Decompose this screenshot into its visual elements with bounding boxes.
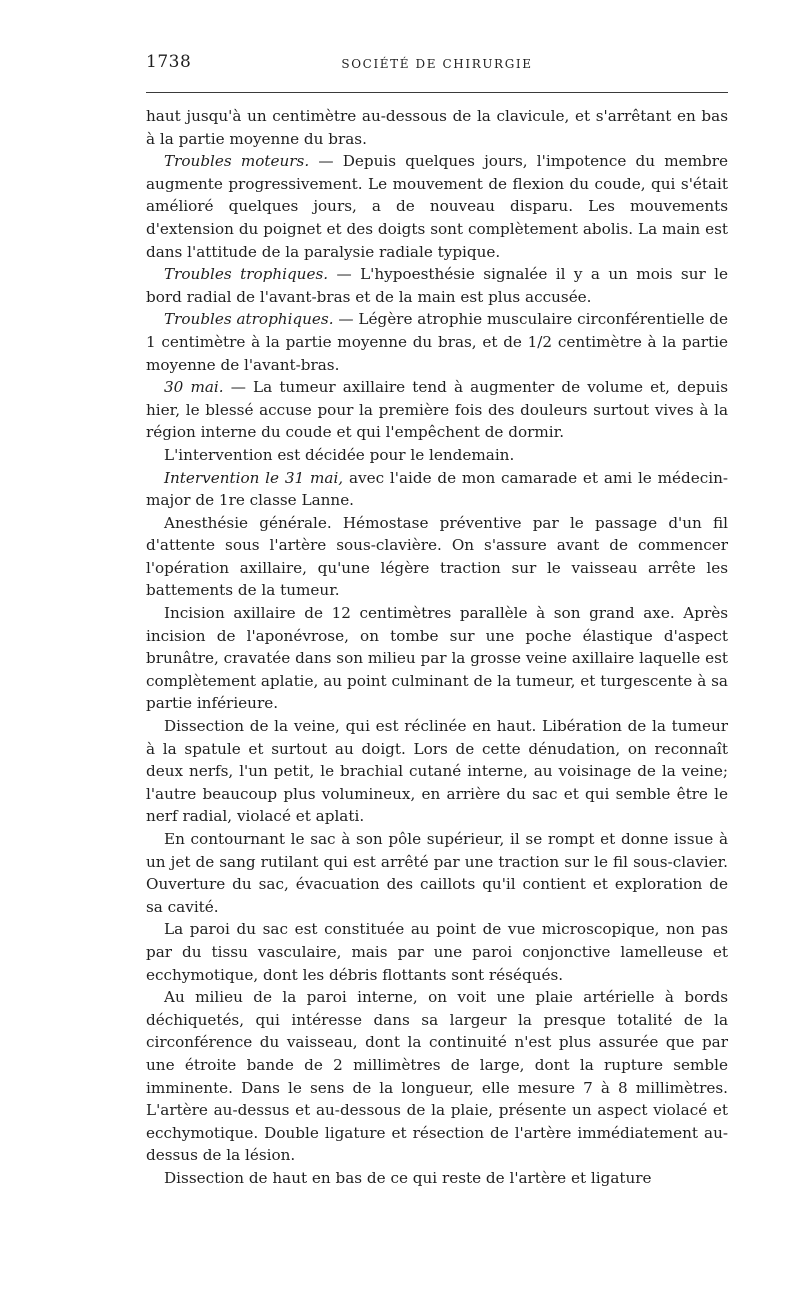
paragraph-text: haut jusqu'à un centimètre au-dessous de la clavicule, et s'arrêtant en bas à la partie moyenne du bras. [146, 107, 728, 148]
paragraph [146, 444, 728, 467]
paragraph [146, 986, 728, 1167]
paragraph [146, 918, 728, 986]
header-rule [146, 92, 728, 93]
paragraph-text: — L'hypoesthésie signalée il y a un mois sur le bord radial de l'avant-bras et de la main est plus accusée. [146, 265, 728, 306]
paragraph-text: La paroi du sac est constituée au point de vue microscopique, non pas par du tissu vasculaire, mais par une paroi conjonctive lamelleuse et ecchymotique, dont les débris flottants sont réséqués. [146, 920, 728, 984]
paragraph-text: Incision axillaire de 12 centimètres parallèle à son grand axe. Après incision de l'aponévrose, on tombe sur une poche élastique d'aspect brunâtre, cravatée dans son milieu par la grosse veine axillaire laquelle est complètement aplatie, au point culminant de la tumeur, et turgescente à sa partie inférieure. [146, 604, 728, 713]
paragraph [146, 467, 728, 512]
paragraph-text: — Depuis quelques jours, l'impotence du membre augmente progressivement. Le mouvement de flexion du coude, qui s'était amélioré quelques jours, a de nouveau disparu. Les mouvements d'extension du poignet et des doigts sont complètement abolis. La main est dans l'attitude de la paralysie radiale typique. [146, 152, 728, 261]
paragraph-text: avec l'aide de mon camarade et ami le médecin-major de 1re classe Lanne. [146, 468, 728, 510]
paragraph [146, 602, 728, 715]
paragraph-lead: Troubles atrophiques. [164, 310, 334, 329]
paragraph-text: Anesthésie générale. Hémostase préventive par le passage d'un fil d'attente sous l'artère sous-clavière. On s'assure avant de commencer l'opération axillaire, qu'une légère traction sur le vaisseau arrête les battements de la tumeur. [146, 513, 728, 600]
paragraph-lead: 30 mai. [164, 378, 224, 397]
paragraph [146, 105, 728, 150]
paragraph [146, 828, 728, 918]
paragraph-text: En contournant le sac à son pôle supérieur, il se rompt et donne issue à un jet de sang rutilant qui est arrêté par une traction sur le fil sous-clavier. Ouverture du sac, évacuation des caillots qu'il contient et exploration de sa cavité. [146, 830, 728, 916]
paragraph [146, 376, 728, 444]
running-title: SOCIÉTÉ DE CHIRURGIE [341, 57, 533, 71]
paragraph [146, 263, 728, 308]
running-head [146, 52, 728, 82]
paragraph-text: — Légère atrophie musculaire circonférentielle de 1 centimètre à la partie moyenne du bras, et de 1/2 centimètre à la partie moyenne de l'avant-bras. [146, 310, 728, 374]
paragraph [146, 1167, 728, 1190]
paragraph [146, 308, 728, 376]
paragraph-lead: Troubles moteurs. [164, 152, 310, 171]
paragraph-lead: Intervention le 31 mai, [164, 468, 344, 487]
paragraph-text: L'intervention est décidée pour le lendemain. [164, 445, 515, 464]
paragraph [146, 150, 728, 263]
paragraph-text: — La tumeur axillaire tend à augmenter de volume et, depuis hier, le blessé accuse pour la première fois des douleurs surtout vives à la région interne du coude et qui l'empêchent de dormir. [146, 378, 729, 442]
paragraph-text: Dissection de la veine, qui est réclinée en haut. Libération de la tumeur à la spatule et surtout au doigt. Lors de cette dénudation, on reconnaît deux nerfs, l'un petit, le brachial cutané interne, au voisinage de la veine; l'autre beaucoup plus volumineux, en arrière du sac et qui semble être le nerf radial, violacé et aplati. [146, 717, 728, 826]
body-text [146, 105, 728, 1190]
paragraph-lead: Troubles trophiques. [164, 265, 329, 284]
paragraph [146, 512, 728, 602]
document-page [146, 52, 728, 1190]
paragraph-text: Au milieu de la paroi interne, on voit une plaie artérielle à bords déchiquetés, qui intéresse dans sa largeur la presque totalité de la circonférence du vaisseau, dont la continuité n'est plus assurée que par une étroite bande de 2 millimètres de large, dont la rupture semble imminente. Dans le sens de la longueur, elle mesure 7 à 8 millimètres. L'artère au-dessus et au-dessous de la plaie, présente un aspect violacé et ecchymotique. Double ligature et résection de l'artère immédiatement au-dessus de la lésion. [146, 988, 728, 1165]
paragraph [146, 715, 728, 828]
paragraph-text: Dissection de haut en bas de ce qui reste de l'artère et ligature [164, 1168, 652, 1187]
page-number: 1738 [146, 52, 192, 72]
